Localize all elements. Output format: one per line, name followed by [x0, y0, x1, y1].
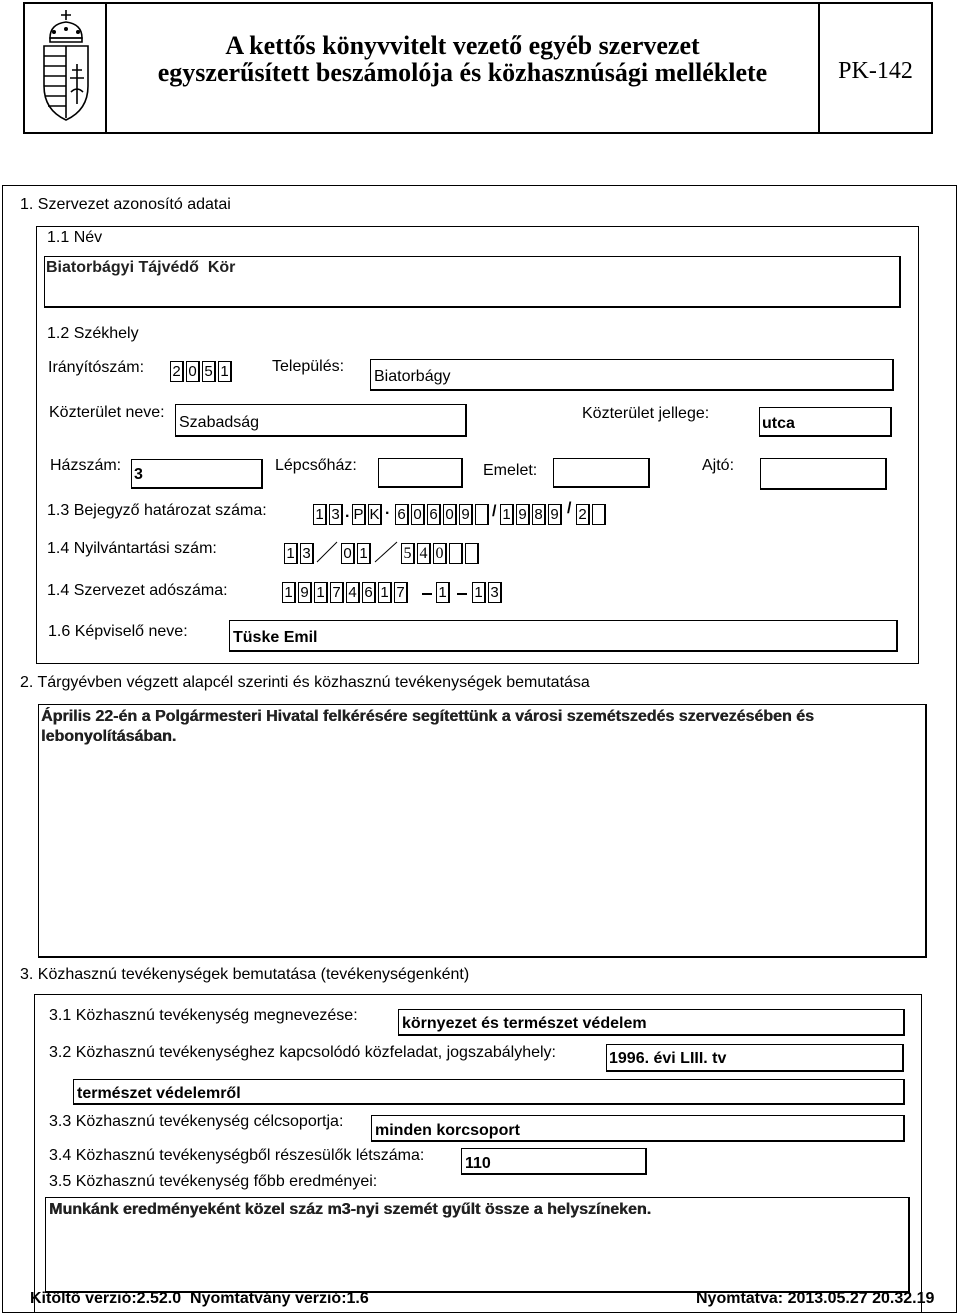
floor-field[interactable]	[553, 458, 650, 488]
reg-dot: .	[385, 501, 390, 518]
form-title-line2: egyszerűsített beszámolója és közhasznúsági melléklete	[157, 58, 768, 87]
record-digit: 1	[284, 543, 298, 564]
name-value: Biatorbágyi Tájvédő Kör	[46, 259, 236, 276]
door-field[interactable]	[760, 458, 887, 490]
zip-cells[interactable]	[170, 361, 234, 382]
tax-digit: 7	[330, 582, 344, 603]
rep-value: Tüske Emil	[233, 629, 318, 646]
street-label: Közterület neve:	[49, 404, 165, 421]
record-digit: 0	[433, 543, 447, 564]
seat-label: 1.2 Székhely	[47, 325, 139, 342]
reg-decision-a[interactable]	[313, 504, 345, 525]
reg-digit	[592, 504, 606, 525]
reg-digit: 9	[548, 504, 562, 525]
tax-digit: 4	[346, 582, 360, 603]
coat-of-arms-icon	[36, 8, 96, 126]
tax-digit: 7	[394, 582, 408, 603]
floor-label: Emelet:	[483, 462, 538, 479]
reg-digit: K	[368, 504, 382, 525]
city-label: Település:	[272, 358, 345, 375]
record-digit	[449, 543, 463, 564]
reg-digit: 2	[576, 504, 590, 525]
record-digit: 5	[401, 543, 415, 564]
name-label: 1.1 Név	[47, 229, 103, 246]
count-value: 110	[465, 1155, 491, 1172]
form-title-line1: A kettős könyvvitelt vezető egyéb szervezet	[225, 31, 700, 60]
form-code: PK-142	[838, 58, 913, 84]
record-a[interactable]	[284, 543, 316, 564]
tax-dash	[457, 593, 467, 595]
record-digit: 1	[357, 543, 371, 564]
house-value: 3	[134, 466, 143, 483]
tax-digit: 6	[362, 582, 376, 603]
reg-decision-c[interactable]	[395, 504, 491, 525]
tax-digit: 9	[298, 582, 312, 603]
section3-heading: 3. Közhasznú tevékenységek bemutatása (tevékenységenként)	[20, 966, 470, 983]
activity-name-value: környezet és természet védelem	[402, 1015, 647, 1032]
record-separator	[374, 540, 398, 564]
tax-digit: 1	[282, 582, 296, 603]
reg-digit: 9	[459, 504, 473, 525]
tax-b[interactable]	[436, 582, 452, 603]
record-digit	[465, 543, 479, 564]
tax-a[interactable]	[282, 582, 410, 603]
target-label: 3.3 Közhasznú tevékenység célcsoportja:	[49, 1113, 344, 1130]
reg-digit: 1	[313, 504, 327, 525]
tax-digit: 1	[314, 582, 328, 603]
zip-label: Irányítószám:	[48, 359, 145, 376]
record-digit: 4	[417, 543, 431, 564]
footer-version: Kitöltő verzió:2.52.0 Nyomtatvány verzió:1.6	[30, 1290, 369, 1307]
door-label: Ajtó:	[702, 457, 735, 474]
reg-decision-d[interactable]	[500, 504, 564, 525]
reg-digit: 0	[411, 504, 425, 525]
results-label: 3.5 Közhasznú tevékenység főbb eredményei:	[49, 1173, 378, 1190]
law-label: 3.2 Közhasznú tevékenységhez kapcsolódó közfeladat, jogszabályhely:	[49, 1044, 556, 1061]
reg-digit: 9	[516, 504, 530, 525]
section1-heading: 1. Szervezet azonosító adatai	[20, 196, 231, 213]
house-field[interactable]	[131, 459, 263, 489]
zip-digit: 1	[218, 361, 232, 382]
street-type-label: Közterület jellege:	[582, 405, 710, 422]
reg-digit: 8	[532, 504, 546, 525]
count-label: 3.4 Közhasznú tevékenységből részesülők létszáma:	[49, 1147, 425, 1164]
stair-label: Lépcsőház:	[275, 457, 357, 474]
rep-field[interactable]	[229, 620, 898, 652]
reg-slash: /	[492, 503, 497, 520]
reg-slash: /	[567, 500, 572, 517]
reg-dot: .	[345, 504, 350, 521]
house-label: Házszám:	[50, 457, 122, 474]
record-separator	[316, 540, 338, 564]
tax-digit: 1	[378, 582, 392, 603]
tax-c[interactable]	[472, 582, 504, 603]
tax-digit: 3	[488, 582, 502, 603]
record-c[interactable]	[401, 543, 481, 564]
tax-dash	[422, 593, 432, 595]
reg-digit: P	[352, 504, 366, 525]
target-value: minden korcsoport	[375, 1122, 520, 1139]
street-value: Szabadság	[179, 414, 260, 431]
record-digit: 0	[341, 543, 355, 564]
tax-digit: 1	[436, 582, 450, 603]
activity-name-label: 3.1 Közhasznú tevékenység megnevezése:	[49, 1007, 358, 1024]
rep-label: 1.6 Képviselő neve:	[48, 623, 188, 640]
zip-digit: 2	[170, 361, 184, 382]
reg-decision-label: 1.3 Bejegyző határozat száma:	[47, 502, 267, 519]
tax-digit: 1	[472, 582, 486, 603]
section2-text: Április 22-én a Polgármesteri Hivatal felkérésére segítettünk a városi szemétszedés szervezésében és lebonyolításában.	[41, 708, 814, 745]
law-value: 1996. évi LIII. tv	[609, 1050, 727, 1067]
zip-digit: 5	[202, 361, 216, 382]
law-value-cont: természet védelemről	[77, 1085, 241, 1102]
reg-digit: 6	[395, 504, 409, 525]
reg-digit: 1	[500, 504, 514, 525]
zip-digit: 0	[186, 361, 200, 382]
record-b[interactable]	[341, 543, 373, 564]
stair-field[interactable]	[378, 458, 463, 488]
street-type-value: utca	[762, 415, 795, 432]
section2-heading: 2. Tárgyévben végzett alapcél szerinti és közhasznú tevékenységek bemutatása	[20, 674, 590, 691]
reg-decision-e[interactable]	[576, 504, 608, 525]
reg-digit: 3	[329, 504, 343, 525]
results-value: Munkánk eredményeként közel száz m3-nyi szemét gyűlt össze a helyszíneken.	[49, 1201, 652, 1218]
record-digit: 3	[300, 543, 314, 564]
tax-label: 1.4 Szervezet adószáma:	[47, 582, 228, 599]
reg-digit: 6	[427, 504, 441, 525]
reg-decision-b[interactable]	[352, 504, 384, 525]
reg-digit: 0	[443, 504, 457, 525]
reg-digit	[475, 504, 489, 525]
city-value: Biatorbágy	[374, 368, 451, 385]
footer-printed: Nyomtatva: 2013.05.27 20.32.19	[696, 1290, 935, 1307]
record-label: 1.4 Nyilvántartási szám:	[47, 540, 217, 557]
